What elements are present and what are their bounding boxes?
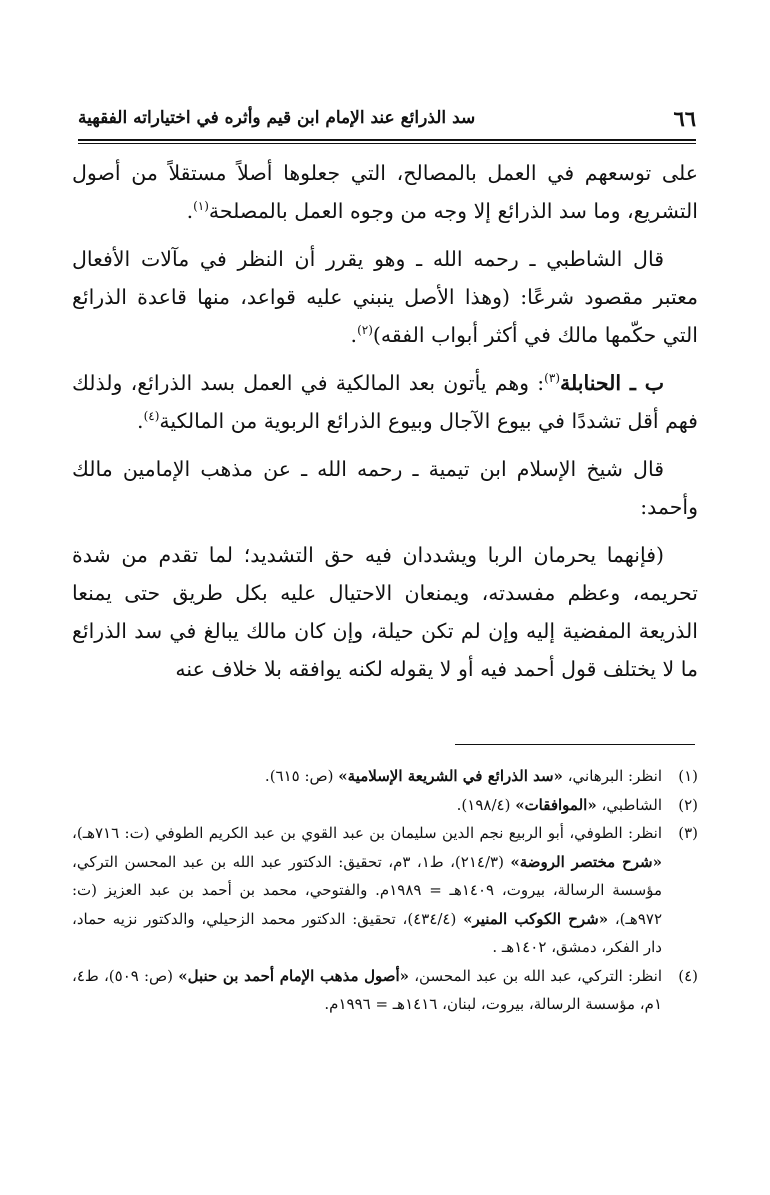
- paragraph-3-text: : وهم يأتون بعد المالكية في العمل بسد الذرائع، ولذلك فهم أقل تشددًا في بيوع الآجال وبيوع الذرائع الربوية من المالكية: [72, 371, 698, 433]
- paragraph-3: [72, 364, 698, 440]
- paragraph-2-end: .: [350, 323, 358, 347]
- paragraph-1-text: على توسعهم في العمل بالمصالح، التي جعلوها أصلاً مستقلاً من أصول التشريع، وما سد الذرائع إلا وجه من وجوه العمل بالمصلحة: [72, 161, 698, 223]
- paragraph-3-end: .: [137, 409, 144, 433]
- footnote-number: (٢): [678, 795, 698, 814]
- footnote-1: [72, 762, 698, 791]
- paragraph-4: [72, 450, 698, 526]
- footnote-2: [72, 791, 698, 820]
- footnote-book-title: «الموافقات»: [515, 795, 597, 814]
- main-text: [72, 154, 698, 698]
- footnote-text-part: (٢١٤/٣)، ط١، ٣م، تحقيق: الدكتور عبد الله بن عبد المحسن التركي، مؤسسة الرسالة، بيروت، ١٤٠٩هـ = ١٩٨٩م. والفتوحي، محمد بن أحمد بن عبد العزيز (ت: ٩٧٢هـ)،: [72, 852, 663, 928]
- footnote-number: (٤): [678, 966, 698, 985]
- paragraph-1: [72, 154, 698, 230]
- footnote-text: [72, 962, 662, 1019]
- footnote-book-title: «شرح الكوكب المنير»: [463, 909, 609, 928]
- footnote-ref-2: (٢): [357, 323, 373, 338]
- footnote-text: [72, 819, 662, 962]
- footnote-ref-4: (٤): [143, 409, 160, 424]
- footnote-text: [72, 762, 662, 791]
- footnote-3: [72, 819, 698, 962]
- footnote-text-part: الشاطبي،: [596, 795, 662, 814]
- paragraph-5-text: (فإنهما يحرمان الربا ويشددان فيه حق التشديد؛ لما تقدم من شدة تحريمه، وعظم مفسدته، ويمنعان الاحتيال عليه بكل طريق حتى يمنعا الذريعة المفضية إليه وإن لم تكن حيلة، وإن كان مالك يبالغ في سد الذرائع ما لا يختلف قول أحمد فيه أو لا يقوله لكنه يوافقه بلا خلاف عنه: [72, 543, 698, 681]
- page-number: ٦٦: [673, 105, 696, 131]
- footnote-divider: [455, 744, 695, 745]
- running-title: سد الذرائع عند الإمام ابن قيم وأثره في اختياراته الفقهية: [78, 108, 476, 128]
- footnote-text: [72, 791, 662, 820]
- footnote-text-part: انظر: الطوفي، أبو الربيع نجم الدين سليمان بن عبد القوي بن عبد الكريم الطوفي (ت: ٧١٦هـ)،: [72, 824, 662, 842]
- footnote-4: [72, 962, 698, 1019]
- paragraph-2: [72, 240, 698, 354]
- section-heading-hanabila: ب ـ الحنابلة: [560, 371, 665, 395]
- footnote-number: (٣): [678, 824, 698, 842]
- paragraph-4-text: قال شيخ الإسلام ابن تيمية ـ رحمه الله ـ عن مذهب الإمامين مالك وأحمد:: [72, 457, 698, 519]
- footnote-text-part: (ص: ٦١٥).: [264, 767, 339, 785]
- footnote-text-part: (٤٣٤/٤)، تحقيق: الدكتور محمد الزحيلي، والدكتور نزيه حماد، دار الفكر، دمشق، ١٤٠٢هـ .: [72, 909, 662, 956]
- footnote-ref-3: (٣): [544, 371, 560, 386]
- footnote-text-part: (١٩٨/٤).: [456, 795, 516, 814]
- footnote-book-title: «سد الذرائع في الشريعة الإسلامية»: [338, 767, 563, 785]
- footnote-ref-1: (١): [193, 199, 209, 214]
- header-divider: [78, 139, 696, 144]
- footnote-book-title: «أصول مذهب الإمام أحمد بن حنبل»: [178, 966, 410, 985]
- page-header: [78, 100, 696, 136]
- paragraph-1-end: .: [186, 199, 194, 223]
- paragraph-2-text: قال الشاطبي ـ رحمه الله ـ وهو يقرر أن النظر في مآلات الأفعال معتبر مقصود شرعًا: (وهذا الأصل ينبني عليه قواعد، منها قاعدة الذرائع التي حكّمها مالك في أكثر أبواب الفقه): [72, 247, 698, 347]
- footnote-text-part: انظر: التركي، عبد الله بن عبد المحسن،: [409, 966, 662, 985]
- footnote-text-part: انظر: البرهاني،: [562, 767, 662, 785]
- footnote-book-title: «شرح مختصر الروضة»: [510, 852, 662, 871]
- footnote-number: (١): [678, 767, 698, 785]
- footnotes: [72, 762, 698, 1019]
- paragraph-5: [72, 536, 698, 688]
- footnote-text-part: (ص: ٥٠٩)، ط٤، ١م، مؤسسة الرسالة، بيروت، لبنان، ١٤١٦هـ = ١٩٩٦م.: [72, 966, 662, 1013]
